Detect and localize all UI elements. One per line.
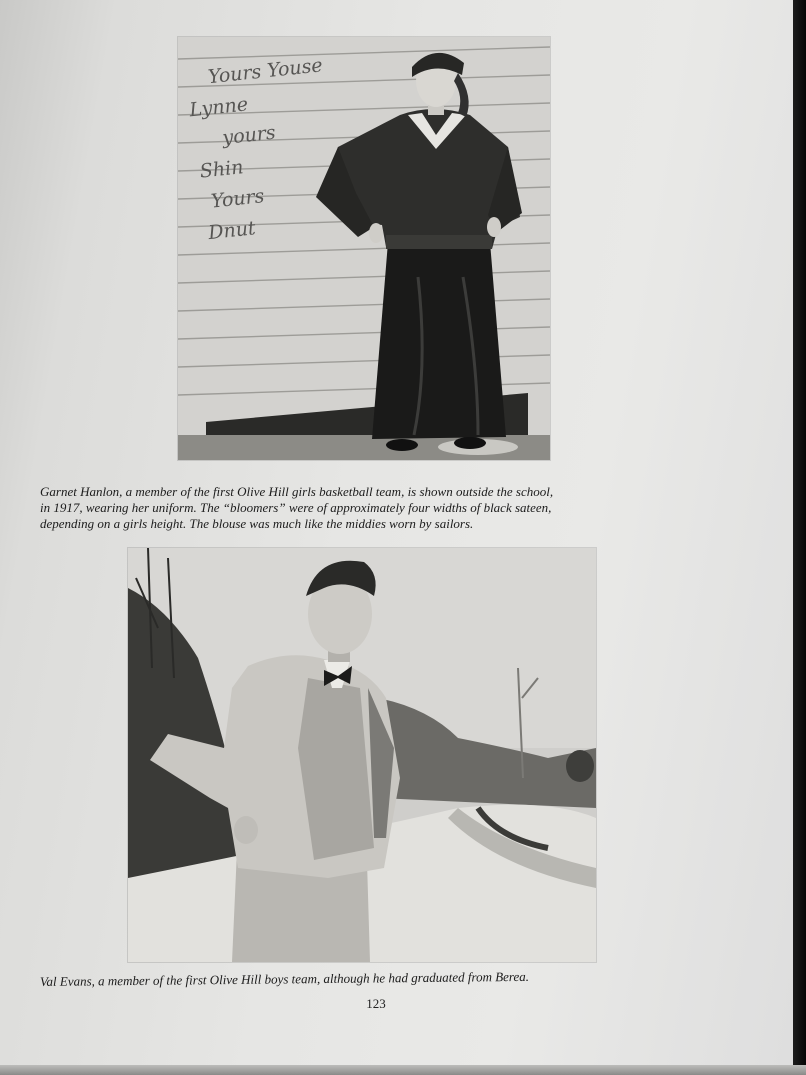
page-edge-shadow [793,0,806,1075]
handwriting [185,50,341,249]
handwriting-line: yours [221,121,277,150]
caption-line: Garnet Hanlon, a member of the first Olive Hill girls basketball team, is shown outside the school, [40,484,554,499]
handwriting-line: Lynne [188,93,250,122]
handwriting-line: Shin [198,156,245,183]
photo-val-evans [128,548,596,962]
handwriting-line: Dnut [207,217,257,245]
handwriting-line: Yours Youse [206,54,324,89]
caption-line: in 1917, wearing her uniform. The “bloomers” were of approximately four widths of black sateen, [40,500,552,515]
caption-garnet-hanlon [40,484,740,532]
caption-line: depending on a girls height. The blouse was much like the middies worn by sailors. [40,516,474,531]
handwriting-line: Yours [209,185,266,213]
photo-garnet-hanlon [178,37,550,460]
page-number: 123 [366,996,386,1011]
page-bottom-edge [0,1065,806,1075]
caption-val-evans: Val Evans, a member of the first Olive Hill boys team, although he had graduated from Berea. [39,968,530,989]
